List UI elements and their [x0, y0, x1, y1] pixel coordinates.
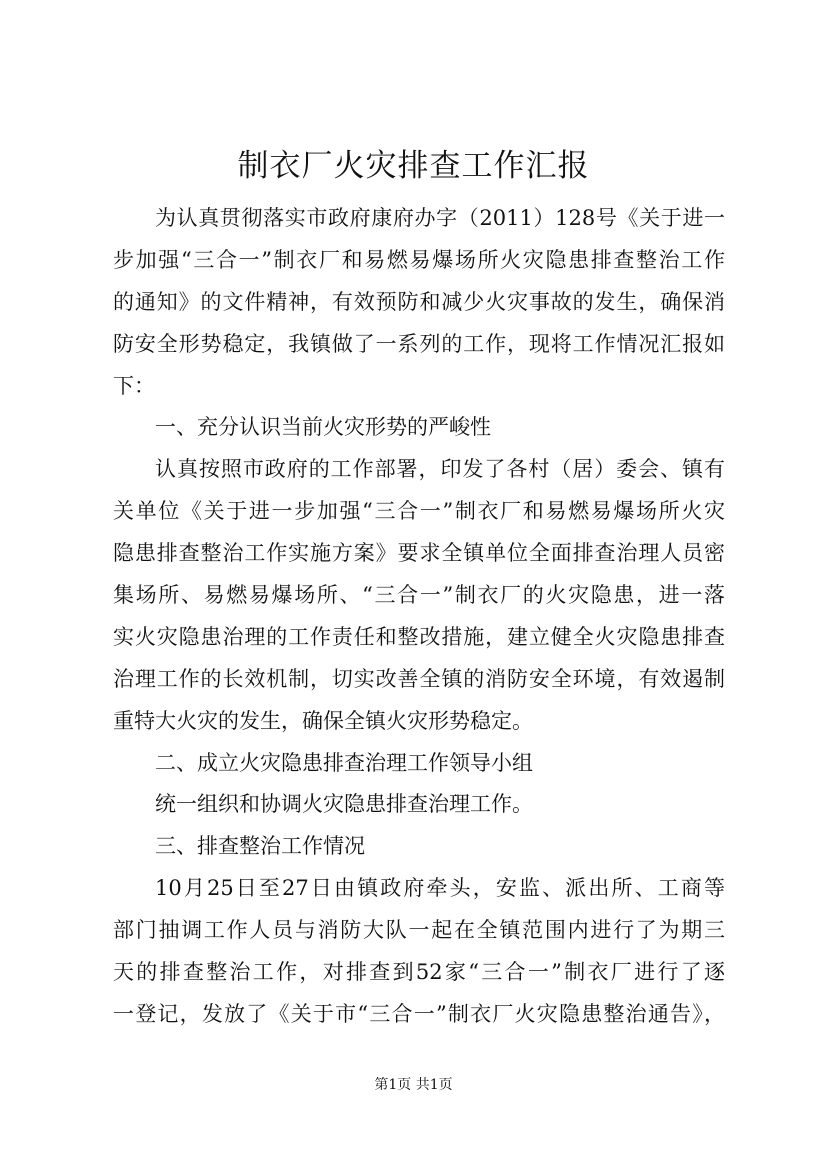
- body-line: 实火灾隐患治理的工作责任和整改措施，建立健全火灾隐患排查: [113, 624, 725, 649]
- body-line: 关单位《关于进一步加强“三合一”制衣厂和易燃易爆场所火灾: [113, 499, 725, 524]
- document-title: 制衣厂火灾排查工作汇报: [237, 148, 590, 184]
- body-line: 的通知》的文件精神，有效预防和减少火灾事故的发生，确保消: [113, 289, 725, 314]
- body-line: 治理工作的长效机制，切实改善全镇的消防安全环境，有效遏制: [113, 666, 725, 691]
- body-line: 认真按照市政府的工作部署，印发了各村（居）委会、镇有: [155, 457, 725, 482]
- body-line: 部门抽调工作人员与消防大队一起在全镇范围内进行了为期三: [113, 918, 725, 943]
- body-line: 一登记，发放了《关于市“三合一”制衣厂火灾隐患整治通告》，: [113, 1001, 725, 1026]
- body-line: 三、排查整治工作情况: [155, 834, 365, 859]
- body-line: 下：: [113, 373, 155, 398]
- body-line: 防安全形势稳定，我镇做了一系列的工作，现将工作情况汇报如: [113, 331, 725, 356]
- body-line: 集场所、易燃易爆场所、“三合一”制衣厂的火灾隐患，进一落: [113, 583, 725, 608]
- page-footer: 第1页 共1页: [374, 1077, 453, 1093]
- document-body: [113, 198, 725, 1036]
- body-line: 重特大火灾的发生，确保全镇火灾形势稳定。: [113, 708, 533, 733]
- body-line: 10月25日至27日由镇政府牵头，安监、派出所、工商等: [155, 876, 725, 901]
- body-line: 二、成立火灾隐患排查治理工作领导小组: [155, 750, 533, 775]
- body-line: 一、充分认识当前火灾形势的严峻性: [155, 415, 491, 440]
- body-line: 天的排查整治工作，对排查到52家“三合一”制衣厂进行了逐: [113, 960, 725, 985]
- body-line: 统一组织和协调火灾隐患排查治理工作。: [155, 792, 533, 817]
- body-line: 步加强“三合一”制衣厂和易燃易爆场所火灾隐患排查整治工作: [113, 247, 725, 272]
- body-line: 为认真贯彻落实市政府康府办字（2011）128号《关于进一: [155, 206, 725, 230]
- body-line: 隐患排查整治工作实施方案》要求全镇单位全面排查治理人员密: [113, 541, 725, 566]
